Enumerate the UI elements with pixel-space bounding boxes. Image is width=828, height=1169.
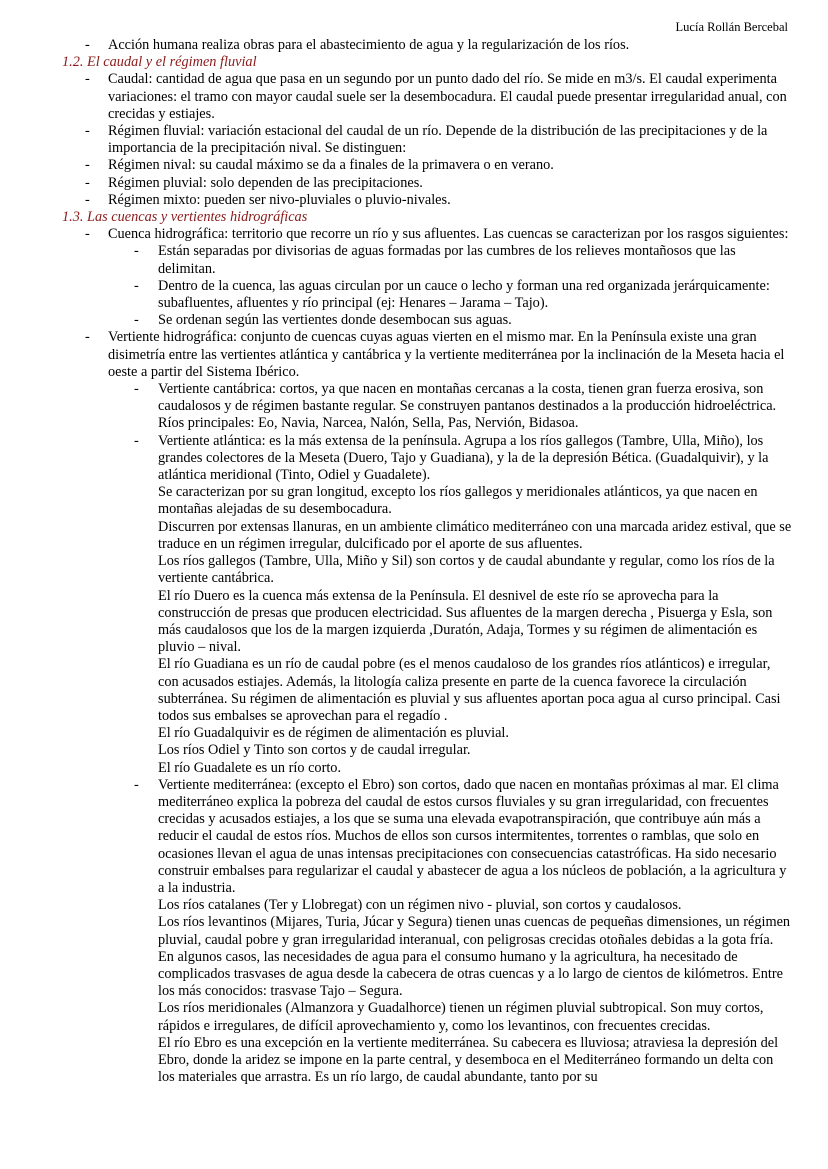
- paragraph: - Vertiente mediterránea: (excepto el Ebro) son cortos, dado que nacen en montañas próximas al mar. El clima mediterráneo explica la pobreza del caudal de estos cursos fluviales y su gran irregularidad, con frecuentes crecidas y acusados estiajes, a los que se suma una elevada evapotranspiración, que contribuye aún más a reducir el caudal de estos ríos. Muchos de ellos son cursos intermitentes, torrentes o ramblas, que solo en ocasiones llevan el agua de unas intensas precipitaciones con consecuencias catastróficas. Ha sido necesario construir embalses para regularizar el caudal y abastecer de agua a los núcleos de población, a la agricultura y a la industria.: [158, 776, 787, 896]
- list-item: - Caudal: cantidad de agua que pasa en un segundo por un punto dado del río. Se mide en m3/s. El caudal experimenta variaciones: el tramo con mayor caudal suele ser la desembocadura. El caudal puede presentar irregularidad anual, con crecidas y estiajes.: [62, 71, 792, 123]
- paragraph: El río Guadiana es un río de caudal pobre (es el menos caudaloso de los grandes ríos atlánticos) e irregular, con acusados estiajes. Además, la litología caliza presente en parte de la cuenca favorece la circulación subterránea. Su régimen de alimentación es pluvial y sus afluentes aportan poca agua al curso principal. Casi todos sus embalses se aprovechan para el regadío .: [158, 656, 781, 724]
- paragraph: Discurren por extensas llanuras, en un ambiente climático mediterráneo con una marcada aridez estival, que se traduce en un régimen irregular, dulcificado por el aporte de sus afluentes.: [158, 518, 792, 552]
- list-item-cuenca: [62, 226, 792, 329]
- list-item: - Régimen mixto: pueden ser nivo-pluviales o pluvio-nivales.: [62, 192, 792, 209]
- list-item: - Régimen pluvial: solo dependen de las precipitaciones.: [62, 175, 792, 192]
- list-item: - Régimen nival: su caudal máximo se da a finales de la primavera o en verano.: [62, 157, 792, 174]
- section-title-1-3: 1.3. Las cuencas y vertientes hidrográficas: [62, 209, 308, 226]
- cuenca-text: - Cuenca hidrográfica: territorio que recorre un río y sus afluentes. Las cuencas se caracterizan por los rasgos siguientes:: [108, 226, 789, 243]
- paragraph: Los ríos gallegos (Tambre, Ulla, Miño y Sil) son cortos y de caudal abundante y regular, como los ríos de la vertiente cantábrica.: [158, 553, 775, 587]
- document-page: [62, 37, 792, 1086]
- paragraph: Los ríos catalanes (Ter y Llobregat) con un régimen nivo - pluvial, son cortos y caudalosos.: [158, 897, 682, 914]
- sub-list-item: - Se ordenan según las vertientes donde desembocan sus aguas.: [158, 312, 792, 329]
- sub-list-item-cantabrica: [158, 381, 792, 433]
- paragraph: - Vertiente cantábrica: cortos, ya que nacen en montañas cercanas a la costa, tienen gran fuerza erosiva, son caudalosos y de régimen bastante regular. Se construyen pantanos destinados a la producción hidroeléctrica.: [158, 381, 777, 415]
- vertiente-sublist: [108, 381, 792, 1086]
- intro-list: [62, 37, 792, 54]
- paragraph: Los ríos meridionales (Almanzora y Guadalhorce) tienen un régimen pluvial subtropical. Son muy cortos, rápidos e irregulares, de difícil aprovechamiento y, como los levantinos, con frecuentes crecidas.: [158, 1000, 764, 1034]
- section-1-2-list: [62, 71, 792, 209]
- paragraph: Los ríos levantinos (Mijares, Turia, Júcar y Segura) tienen unas cuencas de pequeñas dimensiones, un régimen pluvial, caudal pobre y gran irregularidad interanual, con peligrosas crecidas otoñales debidas a la gota fría. En algunos casos, las necesidades de agua para el consumo humano y la agricultura, ha necesitado de complicados trasvases de agua desde la cabecera de otras cuencas y a lo largo de cientos de kilómetros. Entre los más conocidos: trasvase Tajo – Segura.: [158, 914, 791, 1000]
- paragraph: El río Ebro es una excepción en la vertiente mediterránea. Su cabecera es lluviosa; atraviesa la depresión del Ebro, donde la aridez se impone en la parte central, y desemboca en el Mediterráneo formando un delta con los materiales que arrastra. Es un río largo, de caudal abundante, tanto por su: [158, 1034, 779, 1086]
- paragraph: Se caracterizan por su gran longitud, excepto los ríos gallegos y meridionales atlánticos, ya que nacen en montañas alejadas de su desembocadura.: [158, 484, 758, 518]
- section-1-3-list: [62, 226, 792, 1086]
- section-title-1-2: 1.2. El caudal y el régimen fluvial: [62, 54, 257, 71]
- cuenca-sublist: [108, 243, 792, 329]
- paragraph: El río Duero es la cuenca más extensa de la Península. El desnivel de este río se aprovecha para la construcción de presas que producen electricidad. Sus afluentes de la margen derecha , Pisuerga y Esla, son más caudalosos que los de la margen izquierda ,Duratón, Adaja, Tormes y su régimen de alimentación es pluvio – nival.: [158, 587, 773, 656]
- paragraph: El río Guadalete es un río corto.: [158, 759, 342, 776]
- sub-list-item: - Dentro de la cuenca, las aguas circulan por un cauce o lecho y forman una red organizada jerárquicamente: subafluentes, afluentes y río principal (ej: Henares – Jarama – Tajo).: [158, 278, 792, 312]
- author-name: Lucía Rollán Bercebal: [675, 20, 788, 34]
- list-item: - Régimen fluvial: variación estacional del caudal de un río. Depende de la distribución de las precipitaciones y de la importancia de la precipitación nival. Se distinguen:: [62, 123, 792, 157]
- paragraph: Los ríos Odiel y Tinto son cortos y de caudal irregular.: [158, 742, 471, 759]
- sub-list-item-atlantica: [158, 433, 792, 777]
- sub-list-item: - Están separadas por divisorias de aguas formadas por las cumbres de los relieves montañosos que las delimitan.: [158, 243, 792, 277]
- list-item: - Acción humana realiza obras para el abastecimiento de agua y la regularización de los ríos.: [62, 37, 792, 54]
- sub-list-item-mediterranea: [158, 777, 792, 1087]
- vertiente-text: - Vertiente hidrográfica: conjunto de cuencas cuyas aguas vierten en el mismo mar. En la Península existe una gran disimetría entre las vertientes atlántica y cantábrica y la vertiente mediterránea por la inclinación de la Meseta hacia el oeste a partir del Sistema Ibérico.: [108, 329, 785, 380]
- paragraph: El río Guadalquivir es de régimen de alimentación es pluvial.: [158, 725, 509, 742]
- paragraph: - Vertiente atlántica: es la más extensa de la península. Agrupa a los ríos gallegos (Tambre, Ulla, Miño), los grandes colectores de la Meseta (Duero, Tajo y Guadiana), y la de la depresión Bética. (Guadalquivir), y la atlántica meridional (Tinto, Odiel y Guadalete).: [158, 432, 769, 484]
- list-item-vertiente: [62, 329, 792, 1086]
- paragraph: Ríos principales: Eo, Navia, Narcea, Nalón, Sella, Pas, Nervión, Bidasoa.: [158, 415, 579, 432]
